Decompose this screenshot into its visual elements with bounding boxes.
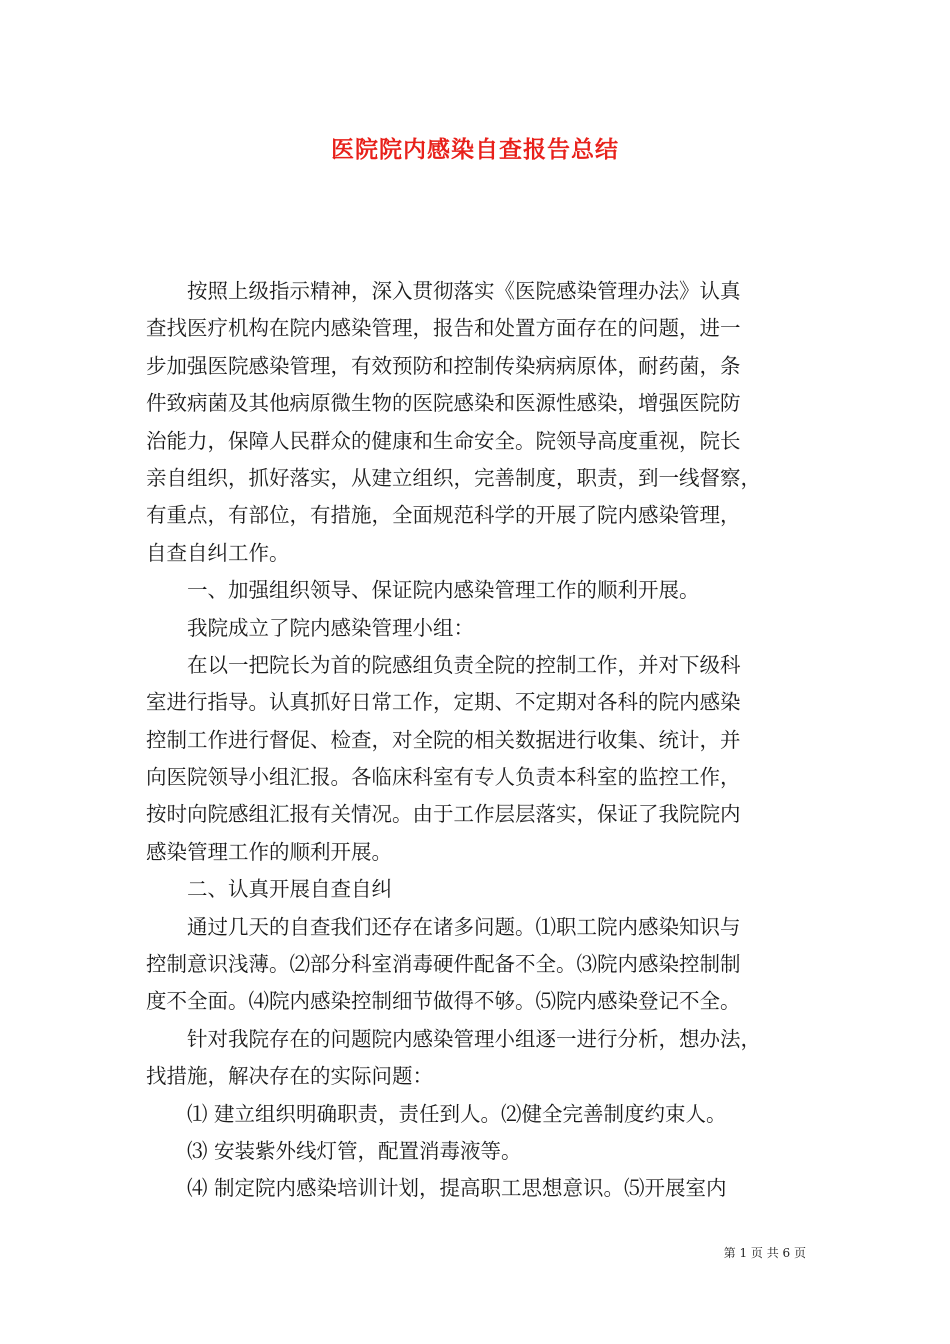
- text-line: 步加强医院感染管理，有效预防和控制传染病病原体，耐药菌，条: [146, 353, 741, 378]
- text-line: ⑶ 安装紫外线灯管，配置消毒液等。: [187, 1138, 522, 1163]
- text-line: 室进行指导。认真抓好日常工作，定期、不定期对各科的院内感染: [146, 690, 741, 715]
- text-line: 治能力，保障人民群众的健康和生命安全。院领导高度重视，院长: [146, 428, 741, 453]
- text-line: 我院成立了院内感染管理小组：: [187, 615, 474, 640]
- text-line: 控制意识浅薄。⑵部分科室消毒硬件配备不全。⑶院内感染控制制: [146, 952, 741, 977]
- text-line: 有重点，有部位，有措施，全面规范科学的开展了院内感染管理，: [146, 503, 741, 528]
- text-line: 查找医疗机构在院内感染管理，报告和处置方面存在的问题，进一: [146, 316, 741, 341]
- text-line: ⑷ 制定院内感染培训计划，提高职工思想意识。⑸开展室内: [187, 1176, 727, 1201]
- text-line: 针对我院存在的问题院内感染管理小组逐一进行分析，想办法，: [187, 1026, 761, 1051]
- text-line: 控制工作进行督促、检查，对全院的相关数据进行收集、统计，并: [146, 727, 741, 752]
- text-line: 件致病菌及其他病原微生物的医院感染和医源性感染，增强医院防: [146, 391, 741, 416]
- text-line: 按时向院感组汇报有关情况。由于工作层层落实，保证了我院院内: [146, 802, 741, 827]
- text-line: 二、认真开展自查自纠: [187, 877, 392, 902]
- text-line: 找措施，解决存在的实际问题：: [146, 1064, 433, 1089]
- text-line: 向医院领导小组汇报。各临床科室有专人负责本科室的监控工作，: [146, 765, 741, 790]
- text-line: 一、加强组织领导、保证院内感染管理工作的顺利开展。: [187, 578, 700, 603]
- text-line: 按照上级指示精神，深入贯彻落实《医院感染管理办法》认真: [187, 279, 741, 303]
- text-line: 感染管理工作的顺利开展。: [146, 839, 392, 864]
- text-line: 通过几天的自查我们还存在诸多问题。⑴职工院内感染知识与: [187, 914, 741, 939]
- document-body: [146, 273, 826, 1208]
- document-title: 医院院内感染自查报告总结: [331, 136, 619, 163]
- text-line: 亲自组织，抓好落实，从建立组织，完善制度，职责，到一线督察，: [146, 465, 761, 490]
- text-line: 在以一把院长为首的院感组负责全院的控制工作，并对下级科: [187, 652, 741, 677]
- page-footer: 第 1 页 共 6 页: [723, 1246, 806, 1260]
- text-line: 度不全面。⑷院内感染控制细节做得不够。⑸院内感染登记不全。: [146, 989, 741, 1014]
- text-line: ⑴ 建立组织明确职责，责任到人。⑵健全完善制度约束人。: [187, 1101, 727, 1126]
- text-line: 自查自纠工作。: [146, 540, 290, 565]
